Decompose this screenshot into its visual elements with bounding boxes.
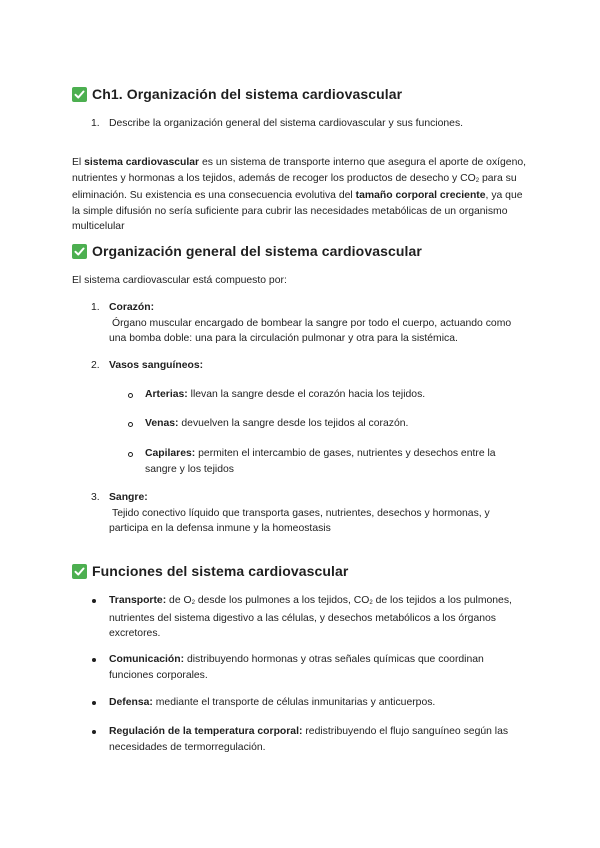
check-mark-icon (72, 564, 87, 579)
list-marker: 2. (91, 360, 100, 371)
objective-marker: 1. (91, 118, 100, 129)
intro-paragraph: El sistema cardiovascular es un sistema de transporte interno que asegura el aporte de oxígeno, nutrientes y hormonas a los tejidos, además de recoger los productos de desecho y $CO_2$ para su eliminación. Su existencia es una consecuencia evolutiva del tamaño corporal creciente, ya que la simple difusión no sería suficiente para cubrir las necesidades metabólicas de un organismo multicelular (72, 157, 527, 232)
item-description: Órgano muscular encargado de bombear la sangre por todo el cuerpo, actuando como una bomba doble: una para la circulación pulmonar y otra para la sistémica. (109, 317, 512, 344)
function-defense: Defensa: mediante el transporte de células inmunitarias y anticuerpos. (109, 697, 436, 708)
sub-bullet-icon (128, 422, 133, 427)
sub-item-veins: Venas: devuelven la sangre desde los tejidos al corazón. (145, 418, 409, 429)
bullet-icon (92, 658, 96, 662)
section-title: Funciones del sistema cardiovascular (92, 563, 349, 579)
section-heading-functions (72, 563, 348, 579)
item-title: Sangre: (109, 492, 148, 503)
item-title: Vasos sanguíneos: (109, 360, 204, 371)
function-transport: Transporte: de $O_2$ desde los pulmones a los tejidos, $CO_2$ de los tejidos a los pulmones, nutrientes del sistema digestivo a las células, y desechos metabólicos a los órganos excretores. (109, 595, 512, 639)
function-thermoregulation: Regulación de la temperatura corporal: redistribuyendo el flujo sanguíneo según las necesidades de termorregulación. (109, 726, 509, 753)
sub-item-capillaries: Capilares: permiten el intercambio de gases, nutrientes y desechos entre la sangre y los tejidos (145, 448, 496, 475)
list-marker: 3. (91, 492, 100, 503)
sub-bullet-icon (128, 452, 133, 457)
section-heading-organization (72, 243, 422, 259)
check-mark-icon (72, 244, 87, 259)
bullet-icon (92, 730, 96, 734)
list-item-vessels (109, 358, 203, 374)
chapter-title: Ch1. Organización del sistema cardiovascular (92, 86, 403, 102)
list-item-heart (109, 300, 524, 347)
section-title: Organización general del sistema cardiovascular (92, 243, 422, 259)
list-item-blood (109, 490, 524, 537)
bullet-icon (92, 701, 96, 705)
section-heading-chapter (72, 86, 402, 102)
item-description: Tejido conectivo líquido que transporta gases, nutrientes, desechos y hormonas, y participa en la defensa inmune y la homeostasis (109, 507, 490, 534)
item-title: Corazón: (109, 302, 155, 313)
bullet-icon (92, 599, 96, 603)
function-communication: Comunicación: distribuyendo hormonas y otras señales químicas que coordinan funciones corporales. (109, 654, 484, 681)
components-lead: El sistema cardiovascular está compuesto por: (72, 275, 287, 286)
bold-term: sistema cardiovascular (84, 157, 200, 168)
check-mark-icon (72, 87, 87, 102)
bold-term: tamaño corporal creciente (355, 190, 486, 201)
list-marker: 1. (91, 302, 100, 313)
sub-item-arteries: Arterias: llevan la sangre desde el corazón hacia los tejidos. (145, 389, 426, 400)
sub-bullet-icon (128, 393, 133, 398)
learning-objective: Describe la organización general del sistema cardiovascular y sus funciones. (109, 118, 464, 129)
